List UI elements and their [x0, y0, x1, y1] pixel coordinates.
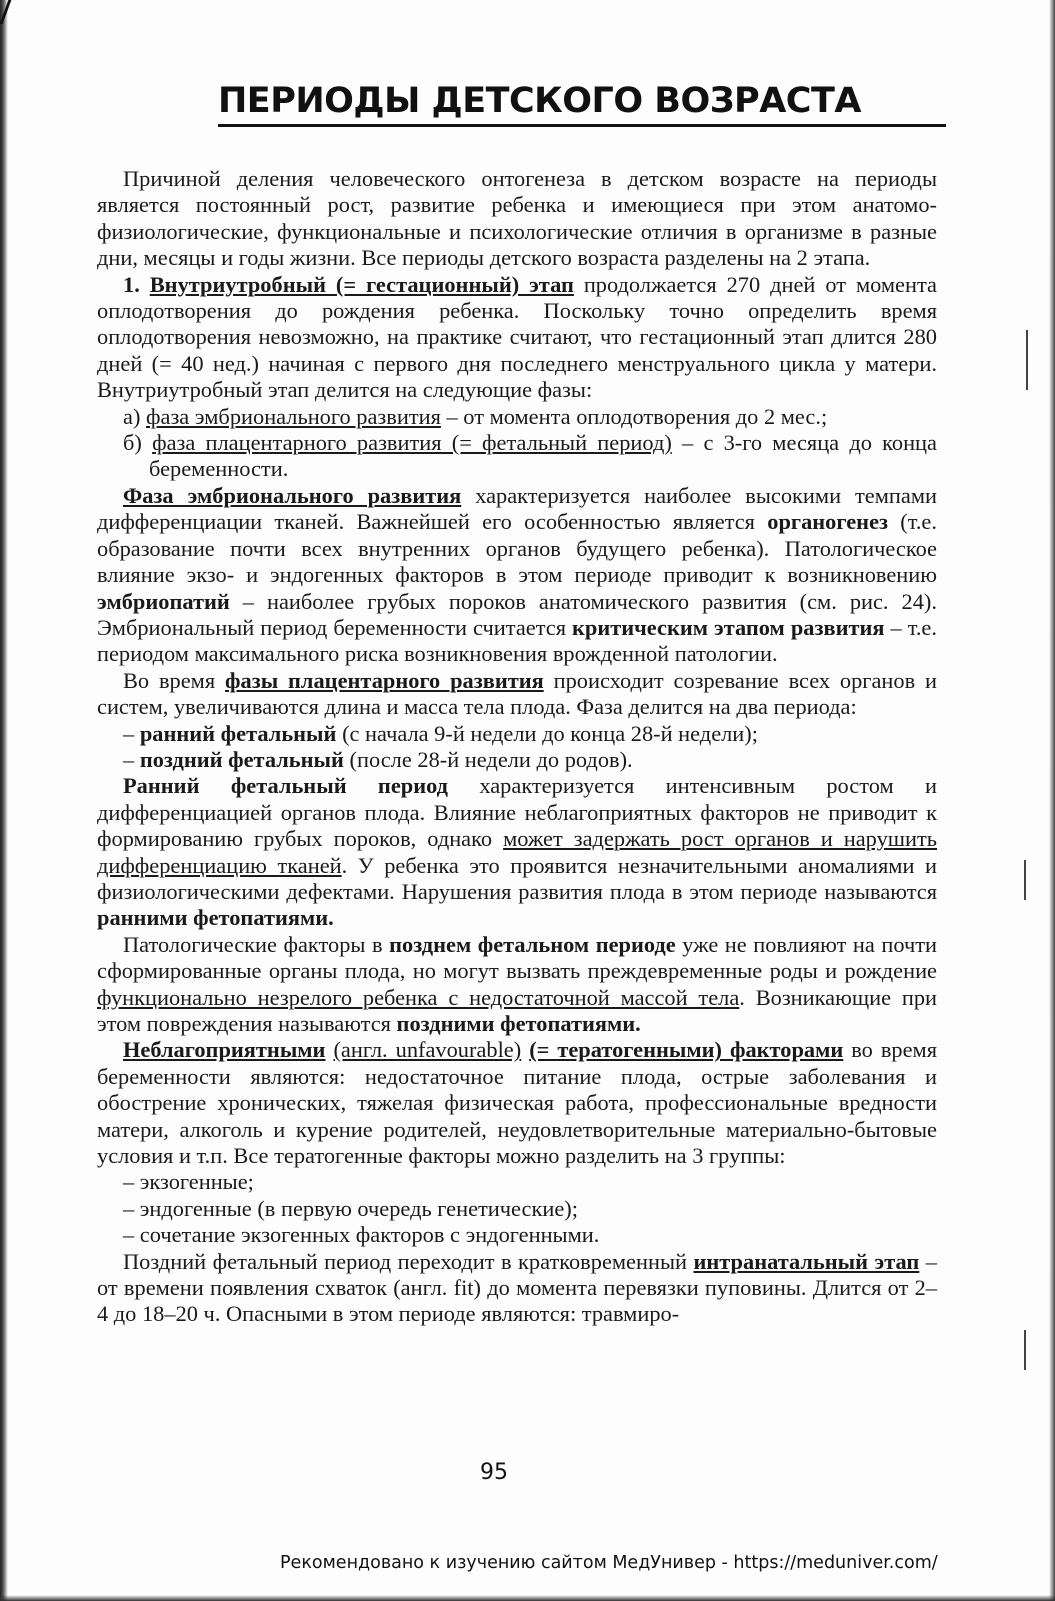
list-item: – эндогенные (в первую очередь генетические); [123, 1195, 578, 1221]
list-item: – сочетание экзогенных факторов с эндогенными. [123, 1222, 600, 1248]
list-item: б) фаза плацентарного развития (= фетальный период) – с 3-го месяца до конца беременности. [123, 430, 937, 482]
paragraph: Фаза эмбрионального развития характеризуется наиболее высокими темпами дифференциации тканей. Важнейшей его особенностью является органогенез (т.е. образование почти всех внутренних органов будущего ребенка). Патологическое влияние экзо- и эндогенных факторов в этом периоде приводит к возникновению эмбриопатий – наиболее грубых пороков анатомического развития (см. рис. 24). Эмбриональный период беременности считается критическим этапом развития – т.е. периодом максимального риска возникновения врожденной патологии. [97, 482, 937, 667]
page-title: ПЕРИОДЫ ДЕТСКОГО ВОЗРАСТА [218, 81, 861, 121]
paragraph: Неблагоприятными (англ. unfavourable) (= тератогенными) факторами во время беременности являются: недостаточное питание плода, острые заболевания и обострение хронических, тяжелая физическая работа, профессиональные вредности матери, алкоголь и курение родителей, неудовлетворительные материально-бытовые условия и т.п. Все тератогенные факторы можно разделить на 3 группы: [97, 1037, 937, 1169]
footer-text: Рекомендовано к изучению сайтом МедУнивер - https://meduniver.com/ [280, 1553, 938, 1573]
paragraph: Патологические факторы в позднем фетальном периоде уже не повлияют на почти сформированные органы плода, но могут вызвать преждевременные роды и рождение функционально незрелого ребенка с недостаточной массой тела. Возникающие при этом повреждения называются поздними фетопатиями. [97, 931, 937, 1036]
scan-right-edge [1049, 0, 1055, 1601]
paragraph: Причиной деления человеческого онтогенеза в детском возрасте на периоды является постоянный рост, развитие ребенка и имеющиеся при этом анатомо-физиологические, функциональные и психологические отличия в организме в разные дни, месяцы и годы жизни. Все периоды детского возраста разделены на 2 этапа. [97, 166, 937, 271]
scan-artifact [1026, 330, 1028, 390]
paragraph: 1. Внутриутробный (= гестационный) этап продолжается 270 дней от момента оплодотворения до рождения ребенка. Поскольку точно определить время оплодотворения невозможно, на практике считают, что гестационный этап длится 280 дней (= 40 нед.) начиная с первого дня последнего менструального цикла у матери. Внутриутробный этап делится на следующие фазы: [97, 271, 937, 403]
term: Внутриутробный (= гестационный) этап [149, 271, 574, 297]
list-item: – экзогенные; [123, 1169, 254, 1195]
page-number: 95 [480, 1460, 508, 1485]
paragraph: Поздний фетальный период переходит в кратковременный интранатальный этап – от времени появления схваток (англ. fit) до момента перевязки пуповины. Длится от 2–4 до 18–20 ч. Опасными в этом периоде являются: травмиро- [97, 1248, 937, 1327]
list-item: а) фаза эмбрионального развития – от момента оплодотворения до 2 мес.; [123, 403, 828, 429]
title-underline [218, 124, 946, 127]
list-item: – ранний фетальный (с начала 9-й недели до конца 28-й недели); [123, 720, 758, 746]
scan-artifact [1024, 1330, 1026, 1370]
scan-left-edge [0, 0, 8, 1601]
list-item: – поздний фетальный (после 28-й недели до родов). [123, 746, 633, 772]
scan-artifact [1024, 860, 1026, 900]
paragraph: Ранний фетальный период характеризуется интенсивным ростом и дифференциацией органов плода. Влияние неблагоприятных факторов не приводит к формированию грубых пороков, однако может задержать рост органов и нарушить дифференциацию тканей. У ребенка это проявится незначительными аномалиями и физиологическими дефектами. Нарушения развития плода в этом периоде называются ранними фетопатиями. [97, 773, 937, 931]
paragraph: Во время фазы плацентарного развития происходит созревание всех органов и систем, увеличиваются длина и масса тела плода. Фаза делится на два периода: [97, 667, 938, 720]
body-text [97, 166, 937, 1328]
scan-bottom-edge [0, 1595, 1055, 1601]
